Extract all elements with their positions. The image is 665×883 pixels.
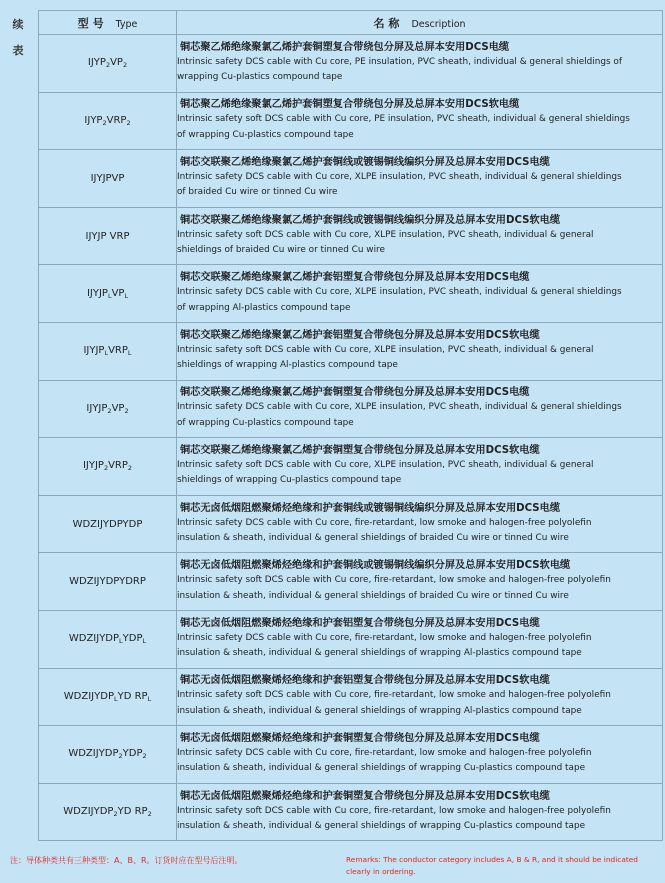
cable-type-subscript: L: [113, 694, 118, 703]
table-row: [39, 380, 663, 438]
cable-description-cell: [177, 92, 663, 150]
description-zh: 铜芯无卤低烟阻燃聚烯烃绝缘和护套铜塑复合带绕包分屏及总屏本安用DCS软电缆: [180, 790, 550, 802]
cable-type-text: VP: [111, 287, 125, 299]
cable-description-cell: [177, 150, 663, 208]
cable-description-cell: [177, 207, 663, 265]
cable-type-text: YDP: [122, 633, 143, 645]
description-zh: 铜芯交联聚乙烯绝缘聚氯乙烯护套铜塑复合带绕包分屏及总屏本安用DCS电缆: [180, 387, 530, 399]
cable-type-subscript: 2: [113, 810, 118, 819]
cable-type-text: IJYJPVP: [90, 172, 125, 184]
table-row: [39, 207, 663, 265]
cable-description-cell: [177, 265, 663, 323]
cable-type-subscript: 2: [103, 464, 109, 473]
cable-description-cell: [177, 380, 663, 438]
cable-description-cell: [177, 783, 663, 841]
cable-type-cell: [39, 553, 177, 611]
description-en-line: of braided Cu wire or tinned Cu wire: [177, 187, 338, 198]
description-en-line: insulation & sheath, individual & general shieldings of braided Cu wire or tinned Cu wire: [177, 533, 569, 544]
description-header-zh: 名称: [373, 16, 404, 30]
cable-type-text: YDP: [122, 748, 143, 760]
description-en-line: insulation & sheath, individual & general shieldings of wrapping Al-plastics compound tape: [177, 648, 582, 659]
cable-type-subscript: 2: [124, 406, 129, 415]
cable-type-subscript: L: [127, 349, 132, 358]
cable-type-subscript: 2: [107, 406, 112, 415]
description-zh: 铜芯交联聚乙烯绝缘聚氯乙烯护套铜线或镀锡铜线编织分屏及总屏本安用DCS软电缆: [180, 214, 561, 226]
cable-type-subscript: 2: [147, 810, 152, 819]
cable-type-text: VRP: [108, 345, 128, 357]
description-zh: 铜芯聚乙烯绝缘聚氯乙烯护套铜塑复合带绕包分屏及总屏本安用DCS电缆: [180, 41, 510, 53]
description-en-line: Intrinsic safety DCS cable with Cu core, XLPE insulation, PVC sheath, individual & general shieldings: [177, 402, 622, 413]
cable-type-subscript: 2: [122, 61, 128, 70]
cable-type-text: IJYJP: [82, 460, 104, 472]
description-zh: 铜芯交联聚乙烯绝缘聚氯乙烯护套铜线或镀锡铜线编织分屏及总屏本安用DCS电缆: [180, 156, 550, 168]
cable-type-text: IJYJP: [83, 345, 105, 357]
remark-en: Remarks: The conductor category includes A, B & R, and it should be indicated clearly in ordering.: [346, 855, 638, 876]
cable-type-cell: [39, 35, 177, 93]
cable-type-cell: [39, 668, 177, 726]
cable-type-text: VRP: [106, 114, 127, 126]
cable-description-cell: [177, 438, 663, 496]
description-en-line: Intrinsic safety soft DCS cable with Cu core, fire-retardant, low smoke and halogen-free polyolefin: [177, 575, 611, 586]
description-zh: 铜芯聚乙烯绝缘聚氯乙烯护套铜塑复合带绕包分屏及总屏本安用DCS软电缆: [180, 99, 520, 111]
table-row: [39, 553, 663, 611]
cable-description-cell: [177, 495, 663, 553]
cable-type-text: IJYP: [87, 57, 106, 69]
table-row: [39, 265, 663, 323]
description-en-line: Intrinsic safety soft DCS cable with Cu core, XLPE insulation, PVC sheath, individual & general: [177, 344, 594, 355]
cable-type-subscript: L: [142, 637, 147, 646]
description-en-line: insulation & sheath, individual & general shieldings of wrapping Al-plastics compound tape: [177, 705, 582, 716]
description-zh: 铜芯无卤低烟阻燃聚烯烃绝缘和护套铝塑复合带绕包分屏及总屏本安用DCS电缆: [180, 617, 540, 629]
cable-type-text: IJYJP: [86, 287, 108, 299]
cable-type-subscript: 2: [102, 118, 107, 127]
cable-type-cell: [39, 92, 177, 150]
cable-description-cell: [177, 322, 663, 380]
table-row: [39, 783, 663, 841]
cable-type-text: WDZIJYDP: [68, 633, 120, 645]
table-row: [39, 438, 663, 496]
description-en-line: insulation & sheath, individual & general shieldings of wrapping Cu-plastics compound tape: [177, 821, 586, 832]
cable-type-cell: [39, 495, 177, 553]
cable-type-subscript: L: [124, 291, 129, 300]
cable-description-cell: [177, 35, 663, 93]
cable-type-text: IJYP: [84, 114, 103, 126]
cable-type-cell: [39, 380, 177, 438]
cable-type-cell: [39, 726, 177, 784]
cable-type-cell: [39, 322, 177, 380]
description-zh: 铜芯无卤低烟阻燃聚烯烃绝缘和护套铜线或镀锡铜线编织分屏及总屏本安用DCS电缆: [180, 502, 561, 514]
description-en-line: of wrapping Al-plastics compound tape: [177, 302, 351, 313]
description-en-line: Intrinsic safety DCS cable with Cu core, fire-retardant, low smoke and halogen-free polyolefin: [177, 747, 592, 758]
table-row: [39, 322, 663, 380]
table-row: [39, 495, 663, 553]
description-en-line: Intrinsic safety DCS cable with Cu core, XLPE insulation, PVC sheath, individual & general shieldings: [177, 171, 622, 182]
description-column-header: [177, 11, 663, 35]
table-row: [39, 92, 663, 150]
cable-type-text: VRP: [108, 460, 128, 472]
cable-type-subscript: L: [107, 291, 112, 300]
description-en-line: Intrinsic safety DCS cable with Cu core, fire-retardant, low smoke and halogen-free polyolefin: [177, 632, 592, 643]
description-en-line: Intrinsic safety soft DCS cable with Cu core, XLPE insulation, PVC sheath, individual & general: [177, 459, 594, 470]
cable-type-subscript: 2: [142, 752, 147, 761]
cable-description-cell: [177, 553, 663, 611]
type-header-en: Type: [115, 18, 138, 30]
cable-type-subscript: 2: [127, 464, 133, 473]
cable-type-cell: [39, 610, 177, 668]
description-en-line: of wrapping Cu-plastics compound tape: [177, 417, 354, 428]
description-en-line: wrapping Cu-plastics compound tape: [177, 72, 343, 83]
cable-spec-table: [38, 10, 663, 841]
description-en-line: insulation & sheath, individual & general shieldings of wrapping Cu-plastics compound tape: [177, 763, 586, 774]
description-en-line: Intrinsic safety soft DCS cable with Cu core, PE insulation, PVC sheath, individual & general shieldings: [177, 114, 630, 125]
description-zh: 铜芯交联聚乙烯绝缘聚氯乙烯护套铝塑复合带绕包分屏及总屏本安用DCS电缆: [180, 272, 530, 284]
cable-type-text: WDZIJYDPYDP: [72, 518, 143, 530]
description-header-en: Description: [411, 18, 466, 30]
cable-type-text: VP: [111, 402, 125, 414]
cable-type-cell: [39, 783, 177, 841]
description-en-line: Intrinsic safety DCS cable with Cu core, fire-retardant, low smoke and halogen-free polyolefin: [177, 517, 592, 528]
description-zh: 铜芯无卤低烟阻燃聚烯烃绝缘和护套铜线或镀锡铜线编织分屏及总屏本安用DCS软电缆: [180, 560, 571, 572]
cable-type-text: WDZIJYDP: [63, 806, 114, 818]
description-en-line: of wrapping Cu-plastics compound tape: [177, 129, 354, 140]
description-zh: 铜芯交联聚乙烯绝缘聚氯乙烯护套铜塑复合带绕包分屏及总屏本安用DCS软电缆: [180, 444, 540, 456]
type-header-zh: 型号: [77, 16, 108, 30]
cable-type-text: VP: [110, 57, 123, 69]
description-en-line: Intrinsic safety soft DCS cable with Cu core, fire-retardant, low smoke and halogen-free polyolefin: [177, 805, 611, 816]
cable-type-cell: [39, 265, 177, 323]
cable-type-text: IJYJP VRP: [85, 230, 130, 242]
type-column-header: [39, 11, 177, 35]
cable-type-subscript: 2: [118, 752, 123, 761]
cable-description-cell: [177, 610, 663, 668]
cable-type-text: YD RP: [117, 690, 148, 702]
cable-type-cell: [39, 438, 177, 496]
description-en-line: shieldings of wrapping Al-plastics compound tape: [177, 360, 398, 371]
description-zh: 铜芯交联聚乙烯绝缘聚氯乙烯护套铝塑复合带绕包分屏及总屏本安用DCS软电缆: [180, 329, 540, 341]
remark-zh: 注：导体种类共有三种类型：A、B、R。订货时应在型号后注明。: [10, 856, 243, 865]
description-zh: 铜芯无卤低烟阻燃聚烯烃绝缘和护套铜塑复合带绕包分屏及总屏本安用DCS电缆: [180, 732, 540, 744]
table-row: [39, 726, 663, 784]
continued-char-2: 表: [12, 44, 24, 57]
description-en-line: shieldings of braided Cu wire or tinned Cu wire: [177, 245, 385, 256]
cable-type-subscript: 2: [126, 118, 131, 127]
cable-description-cell: [177, 668, 663, 726]
cable-description-cell: [177, 726, 663, 784]
continued-label: [10, 12, 26, 64]
cable-type-text: WDZIJYDP: [63, 690, 114, 702]
cable-type-subscript: L: [104, 349, 109, 358]
cable-type-text: YD RP: [117, 806, 148, 818]
cable-type-cell: [39, 150, 177, 208]
description-en-line: Intrinsic safety soft DCS cable with Cu core, XLPE insulation, PVC sheath, individual & general: [177, 229, 594, 240]
table-row: [39, 668, 663, 726]
continued-char-1: 续: [12, 18, 24, 31]
description-zh: 铜芯无卤低烟阻燃聚烯烃绝缘和护套铝塑复合带绕包分屏及总屏本安用DCS软电缆: [180, 675, 550, 687]
table-row: [39, 610, 663, 668]
table-header-row: [39, 11, 663, 35]
cable-type-text: IJYJP: [86, 402, 108, 414]
description-en-line: shieldings of wrapping Cu-plastics compound tape: [177, 475, 402, 486]
cable-type-text: WDZIJYDPYDRP: [69, 576, 146, 588]
cable-type-cell: [39, 207, 177, 265]
table-body: [39, 35, 663, 841]
table-row: [39, 150, 663, 208]
cable-type-subscript: 2: [105, 61, 111, 70]
description-en-line: insulation & sheath, individual & general shieldings of braided Cu wire or tinned Cu wire: [177, 590, 569, 601]
cable-type-subscript: L: [147, 694, 152, 703]
description-en-line: Intrinsic safety DCS cable with Cu core, PE insulation, PVC sheath, individual & general shieldings of: [177, 56, 622, 67]
description-en-line: Intrinsic safety soft DCS cable with Cu core, fire-retardant, low smoke and halogen-free polyolefin: [177, 690, 611, 701]
cable-type-text: WDZIJYDP: [68, 748, 119, 760]
cable-type-subscript: L: [119, 637, 123, 646]
table-row: [39, 35, 663, 93]
description-en-line: Intrinsic safety DCS cable with Cu core, XLPE insulation, PVC sheath, individual & general shieldings: [177, 287, 622, 298]
